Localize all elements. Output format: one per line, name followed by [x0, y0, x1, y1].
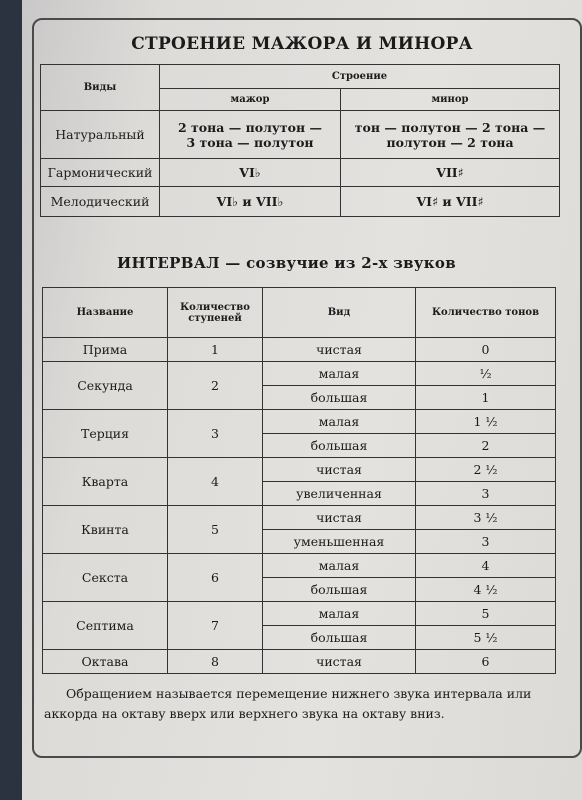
interval-name-cell: Октава — [43, 650, 168, 674]
interval-tones-cell: 1 — [416, 386, 556, 410]
table-row — [43, 458, 556, 482]
interval-tones-cell: 5 ½ — [416, 626, 556, 650]
interval-tones-cell: 2 — [416, 434, 556, 458]
interval-name-cell: Прима — [43, 338, 168, 362]
interval-name-cell: Терция — [43, 410, 168, 458]
major-structure-cell: 2 тона — полутон — 3 тона — полутон — [160, 111, 341, 159]
interval-kind-cell: большая — [263, 626, 416, 650]
table-row — [43, 362, 556, 386]
interval-steps-cell: 2 — [168, 362, 263, 410]
table-row — [43, 338, 556, 362]
kind-cell: Мелодический — [41, 187, 160, 217]
interval-tones-cell: ½ — [416, 362, 556, 386]
interval-kind-cell: малая — [263, 410, 416, 434]
header-steps: Количество ступеней — [168, 288, 263, 338]
header-kind: Вид — [263, 288, 416, 338]
major-minor-title: СТРОЕНИЕ МАЖОРА И МИНОРА — [131, 34, 473, 54]
interval-name-cell: Септима — [43, 602, 168, 650]
interval-steps-cell: 7 — [168, 602, 263, 650]
interval-kind-cell: чистая — [263, 506, 416, 530]
interval-tones-cell: 4 ½ — [416, 578, 556, 602]
interval-tones-cell: 3 — [416, 482, 556, 506]
interval-steps-cell: 8 — [168, 650, 263, 674]
interval-table — [42, 287, 556, 674]
interval-kind-cell: чистая — [263, 338, 416, 362]
interval-tones-cell: 3 — [416, 530, 556, 554]
interval-kind-cell: чистая — [263, 650, 416, 674]
interval-steps-cell: 6 — [168, 554, 263, 602]
interval-kind-cell: малая — [263, 362, 416, 386]
interval-kind-cell: уменьшенная — [263, 530, 416, 554]
header-tones: Количество тонов — [416, 288, 556, 338]
interval-kind-cell: малая — [263, 554, 416, 578]
major-structure-cell: VI♭ и VII♭ — [160, 187, 341, 217]
interval-tones-cell: 2 ½ — [416, 458, 556, 482]
inversion-note: Обращением называется перемещение нижнего звука интервала или аккорда на октаву вверх или верхнего звука на октаву вниз. — [44, 686, 532, 721]
table-row — [43, 554, 556, 578]
interval-name-cell: Секунда — [43, 362, 168, 410]
minor-structure-cell: VII♯ — [341, 159, 560, 187]
interval-name-cell: Квинта — [43, 506, 168, 554]
interval-tones-cell: 6 — [416, 650, 556, 674]
interval-body — [43, 338, 556, 674]
header-kinds: Виды — [41, 65, 160, 111]
minor-structure-cell: тон — полутон — 2 тона — полутон — 2 тона — [341, 111, 560, 159]
interval-name-cell: Кварта — [43, 458, 168, 506]
interval-kind-cell: большая — [263, 386, 416, 410]
interval-name-cell: Секста — [43, 554, 168, 602]
interval-title: ИНТЕРВАЛ — созвучие из 2-х звуков — [117, 254, 456, 272]
interval-tones-cell: 4 — [416, 554, 556, 578]
table-row — [43, 410, 556, 434]
header-structure: Строение — [160, 65, 560, 89]
table-row — [41, 111, 560, 159]
minor-structure-cell: VI♯ и VII♯ — [341, 187, 560, 217]
header-major: мажор — [160, 89, 341, 111]
table-row — [43, 506, 556, 530]
interval-kind-cell: большая — [263, 578, 416, 602]
kind-cell: Натуральный — [41, 111, 160, 159]
table-header-row — [41, 65, 560, 89]
table-row — [43, 650, 556, 674]
table-row — [43, 602, 556, 626]
table-row — [41, 187, 560, 217]
header-minor: минор — [341, 89, 560, 111]
interval-kind-cell: увеличенная — [263, 482, 416, 506]
interval-steps-cell: 4 — [168, 458, 263, 506]
interval-steps-cell: 3 — [168, 410, 263, 458]
interval-steps-cell: 5 — [168, 506, 263, 554]
table-row — [41, 159, 560, 187]
interval-kind-cell: малая — [263, 602, 416, 626]
interval-kind-cell: чистая — [263, 458, 416, 482]
major-structure-cell: VI♭ — [160, 159, 341, 187]
table-header-row — [43, 288, 556, 338]
book-page — [22, 0, 582, 800]
interval-tones-cell: 5 — [416, 602, 556, 626]
interval-kind-cell: большая — [263, 434, 416, 458]
interval-tones-cell: 0 — [416, 338, 556, 362]
kind-cell: Гармонический — [41, 159, 160, 187]
header-name: Название — [43, 288, 168, 338]
interval-steps-cell: 1 — [168, 338, 263, 362]
interval-tones-cell: 3 ½ — [416, 506, 556, 530]
interval-tones-cell: 1 ½ — [416, 410, 556, 434]
major-minor-table — [40, 64, 560, 217]
